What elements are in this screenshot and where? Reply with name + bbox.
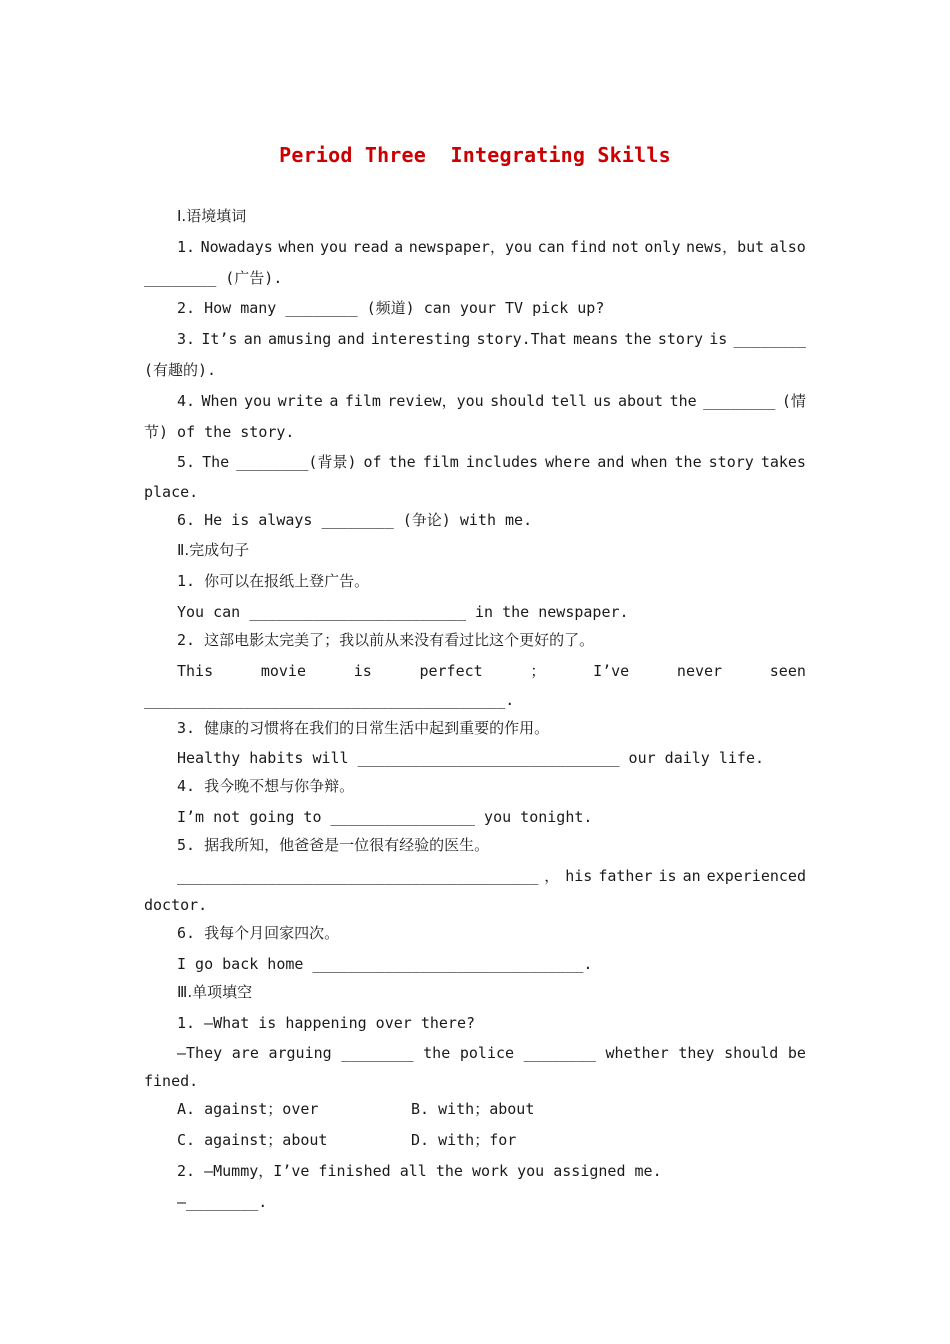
s3-q1-option-c: C. against；about (177, 1131, 328, 1149)
s2-q4-chinese: 4. 我今晚不想与你争辩。 (177, 777, 355, 795)
s1-q2: 2. How many ________ (频道) can your TV pick up? (177, 299, 605, 317)
s1-q3-line1 (177, 329, 806, 349)
word: about (617, 392, 664, 410)
word: ________ (733, 330, 806, 348)
s2-q1-chinese: 1. 你可以在报纸上登广告。 (177, 572, 370, 590)
s2-q5-chinese: 5. 据我所知，他爸爸是一位很有经验的医生。 (177, 836, 490, 854)
word: ； (530, 662, 546, 680)
word: not (611, 238, 639, 256)
word: also (769, 238, 806, 256)
word: When (201, 392, 238, 410)
page-title: Period Three Integrating Skills (279, 143, 671, 167)
word: should (490, 392, 545, 410)
word: should (724, 1044, 779, 1062)
word: only (644, 238, 681, 256)
word: It’s (201, 330, 238, 348)
word: tell (550, 392, 587, 410)
word: they (678, 1044, 715, 1062)
word: the (388, 453, 416, 471)
s2-q6-chinese: 6. 我每个月回家四次。 (177, 924, 340, 942)
word: find (570, 238, 607, 256)
word: film (422, 453, 459, 471)
word: I’ve (593, 662, 630, 680)
word: whether (605, 1044, 669, 1062)
word: 1. (177, 238, 196, 256)
word: is (709, 330, 728, 348)
s3-q1-reply-line1 (177, 1043, 806, 1063)
word: ________ (341, 1044, 414, 1062)
s2-q3-english: Healthy habits will _____________________________ our daily life. (177, 749, 764, 767)
word: when (631, 453, 668, 471)
word: an (243, 330, 262, 348)
word: movie (260, 662, 306, 680)
word: story.That (476, 330, 567, 348)
word: —They (177, 1044, 223, 1062)
s2-q6-english: I go back home ______________________________. (177, 955, 593, 973)
section-heading-2: Ⅱ.完成句子 (177, 541, 250, 559)
s2-q5-english-line2: doctor. (144, 896, 208, 914)
word: never (676, 662, 723, 680)
word: read (352, 238, 389, 256)
word: you (319, 238, 348, 256)
s1-q1-line1 (177, 237, 806, 257)
word: (情 (781, 392, 806, 410)
section-heading-1: Ⅰ.语境填词 (177, 207, 247, 225)
s1-q3-line2: (有趣的). (144, 361, 217, 379)
s1-q4-line1 (177, 391, 806, 411)
s2-q1-english: You can ________________________ in the newspaper. (177, 603, 629, 621)
s2-q5-english-line1 (177, 866, 806, 886)
s1-q5-line2: place. (144, 483, 199, 501)
word: takes (760, 453, 806, 471)
word: us (593, 392, 612, 410)
word: arguing (268, 1044, 332, 1062)
s3-q1-option-a: A. against；over (177, 1100, 319, 1118)
s1-q5-line1 (177, 452, 806, 472)
word: father (598, 867, 653, 885)
word: interesting (370, 330, 471, 348)
word: a (394, 238, 404, 256)
word: film (344, 392, 381, 410)
word: is (353, 662, 372, 680)
s3-q1-stem: 1. —What is happening over there? (177, 1014, 476, 1032)
s2-q2-english-line2: ________________________________________. (144, 691, 515, 709)
word: a (329, 392, 339, 410)
word: the (674, 453, 702, 471)
word: perfect (419, 662, 483, 680)
word: 4. (177, 392, 196, 410)
word: you (244, 392, 272, 410)
s2-q3-chinese: 3. 健康的习惯将在我们的日常生活中起到重要的作用。 (177, 719, 550, 737)
word: This (177, 662, 214, 680)
word: an (682, 867, 701, 885)
word: be (787, 1044, 806, 1062)
word: story (657, 330, 704, 348)
word: review，you (387, 392, 484, 410)
word: and (337, 330, 365, 348)
s2-q4-english: I’m not going to ________________ you tonight. (177, 808, 593, 826)
word: write (277, 392, 323, 410)
word: can (537, 238, 565, 256)
word: amusing (268, 330, 332, 348)
word: experienced (706, 867, 806, 885)
s3-q1-option-b: B. with；about (411, 1100, 535, 1118)
word: ________ (703, 392, 776, 410)
word: when (278, 238, 315, 256)
word: includes (465, 453, 539, 471)
word: ， (544, 867, 560, 885)
word: of (363, 453, 382, 471)
s2-q2-english-line1 (177, 661, 806, 681)
word: ________ (523, 1044, 596, 1062)
word: are (231, 1044, 259, 1062)
word: 3. (177, 330, 196, 348)
word: the (669, 392, 697, 410)
word: the (624, 330, 652, 348)
word: is (658, 867, 677, 885)
s3-q1-option-d: D. with；for (411, 1131, 517, 1149)
word: 5. (177, 453, 196, 471)
word: the (423, 1044, 451, 1062)
word: police (459, 1044, 515, 1062)
word: news，but (686, 238, 765, 256)
s1-q6: 6. He is always ________ (争论) with me. (177, 511, 533, 529)
word: ________(背景) (236, 453, 357, 471)
s3-q2-answer-blank: —________. (177, 1193, 268, 1211)
word: seen (769, 662, 806, 680)
word: newspaper，you (408, 238, 533, 256)
section-heading-3: Ⅲ.单项填空 (177, 983, 253, 1001)
word: his (565, 867, 593, 885)
word: Nowadays (200, 238, 273, 256)
word: story (708, 453, 754, 471)
s1-q1-line2: ________ (广告). (144, 269, 283, 287)
s3-q2-stem: 2. —Mummy，I’ve finished all the work you assigned me. (177, 1162, 662, 1180)
s1-q4-line2: 节) of the story. (144, 423, 295, 441)
s3-q1-reply-line2: fined. (144, 1072, 199, 1090)
word: The (202, 453, 230, 471)
s2-q2-chinese: 2. 这部电影太完美了；我以前从来没有看过比这个更好的了。 (177, 631, 595, 649)
word: means (573, 330, 619, 348)
word: ________________________________________ (177, 867, 539, 885)
word: where (545, 453, 591, 471)
word: and (597, 453, 625, 471)
